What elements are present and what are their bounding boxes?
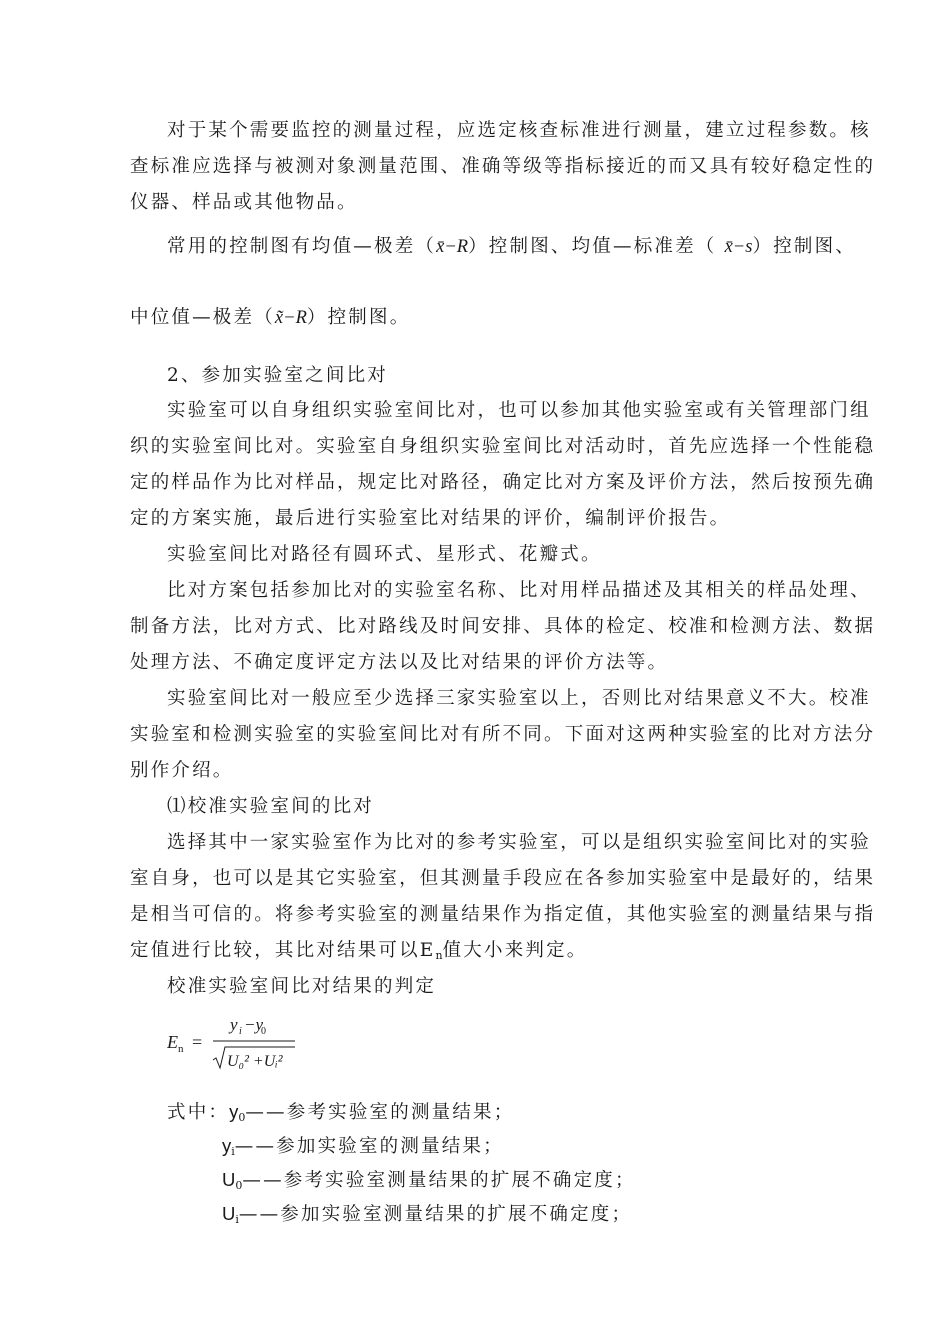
definition-line	[222, 1134, 504, 1164]
paragraph-line: 处理方法、不确定度评定方法以及比对结果的评价方法等。	[130, 652, 669, 673]
subscript: i	[231, 1145, 235, 1158]
paragraph-line: 织的实验室间比对。实验室自身组织实验室间比对活动时，首先应选择一个性能稳	[130, 436, 876, 457]
definition-symbol: y	[229, 1101, 239, 1122]
definition-text: ——参加实验室测量结果的扩展不确定度；	[238, 1204, 633, 1225]
math-xbar-r: x̄−R	[436, 237, 469, 257]
paragraph-line: 定的方案实施，最后进行实验室比对结果的评价，编制评价报告。	[130, 508, 731, 529]
paragraph-line: 别作介绍。	[130, 760, 234, 781]
paragraph-line: 查标准应选择与被测对象测量范围、准确等级等指标接近的而又具有较好稳定性的	[130, 156, 876, 177]
subsection-heading: ⑴校准实验室间的比对	[167, 796, 375, 817]
formula-numerator-b: −y	[244, 1015, 264, 1034]
paragraph-line	[130, 939, 588, 968]
definition-line	[222, 1202, 632, 1232]
definition-line	[222, 1168, 636, 1198]
text-fragment: 定值进行比较，其比对结果可以E	[130, 940, 436, 961]
subscript: 0	[238, 1111, 246, 1124]
text-fragment: 值大小来判定。	[442, 940, 588, 961]
paragraph-line: 比对方案包括参加比对的实验室名称、比对用样品描述及其相关的样品处理、	[167, 580, 871, 601]
definition-lead: 式中：	[167, 1102, 230, 1123]
paragraph-line: 实验室间比对一般应至少选择三家实验室以上，否则比对结果意义不大。校准	[167, 688, 871, 709]
definition-symbol: U	[222, 1203, 236, 1224]
math-xtilde-r: x̃−R	[274, 308, 307, 328]
paragraph-line: 室自身，也可以是其它实验室，但其测量手段应在各参加实验室中是最好的，结果	[130, 868, 876, 889]
paragraph-line: 选择其中一家实验室作为比对的参考实验室，可以是组织实验室间比对的实验	[167, 832, 871, 853]
formula-lhs: E	[167, 1032, 178, 1052]
paragraph-line: 是相当可信的。将参考实验室的测量结果作为指定值，其他实验室的测量结果与指	[130, 904, 876, 925]
math-xbar-s: x̄−s	[724, 237, 753, 257]
paragraph-line: 实验室间比对路径有圆环式、星形式、花瓣式。	[167, 544, 602, 565]
formula-numerator-b-sub: 0	[261, 1026, 266, 1037]
subscript: n	[435, 949, 443, 962]
definition-symbol: U	[222, 1169, 236, 1190]
formula-equals: =	[192, 1032, 203, 1052]
definition-text: ——参考实验室的测量结果；	[245, 1102, 515, 1123]
text-fragment: 常用的控制图有均值—极差（	[167, 236, 437, 257]
definition-symbol: y	[222, 1135, 232, 1156]
formula-lhs-sub: n	[178, 1043, 184, 1055]
text-fragment: ）控制图、	[752, 236, 857, 257]
definition-text: ——参考实验室测量结果的扩展不确定度；	[242, 1170, 636, 1191]
paragraph-line: 定的样品作为比对样品，规定比对路径，确定比对方案及评价方法，然后按预先确	[130, 472, 876, 493]
paragraph-line: 实验室可以自身组织实验室间比对，也可以参加其他实验室或有关管理部门组	[167, 400, 871, 421]
paragraph-line: 仪器、样品或其他物品。	[130, 192, 358, 213]
paragraph-line	[130, 306, 410, 330]
section-heading: 2、参加实验室之间比对	[167, 365, 388, 386]
paragraph-line: 校准实验室间比对结果的判定	[167, 976, 437, 997]
paragraph-line: 实验室和检测实验室的实验室间比对有所不同。下面对这两种实验室的比对方法分	[130, 724, 876, 745]
definition-line	[167, 1100, 514, 1130]
formula-denominator: U₀² +Uᵢ²	[227, 1053, 283, 1070]
paragraph-line: 制备方法，比对方式、比对路线及时间安排、具体的检定、校准和检测方法、数据	[130, 616, 876, 637]
text-fragment: ）控制图。	[306, 307, 411, 328]
formula-numerator-a-sub: i	[239, 1026, 242, 1037]
text-fragment: 中位值—极差（	[130, 307, 275, 328]
formula-numerator-a: y	[230, 1015, 238, 1034]
subscript: 0	[235, 1179, 243, 1192]
subscript: i	[235, 1213, 239, 1226]
paragraph-line: 对于某个需要监控的测量过程，应选定核查标准进行测量，建立过程参数。核	[167, 120, 871, 141]
paragraph-line	[167, 235, 856, 259]
en-formula	[167, 1012, 307, 1074]
text-fragment: ）控制图、均值—标准差（	[468, 236, 725, 257]
definition-text: ——参加实验室的测量结果；	[234, 1136, 504, 1157]
